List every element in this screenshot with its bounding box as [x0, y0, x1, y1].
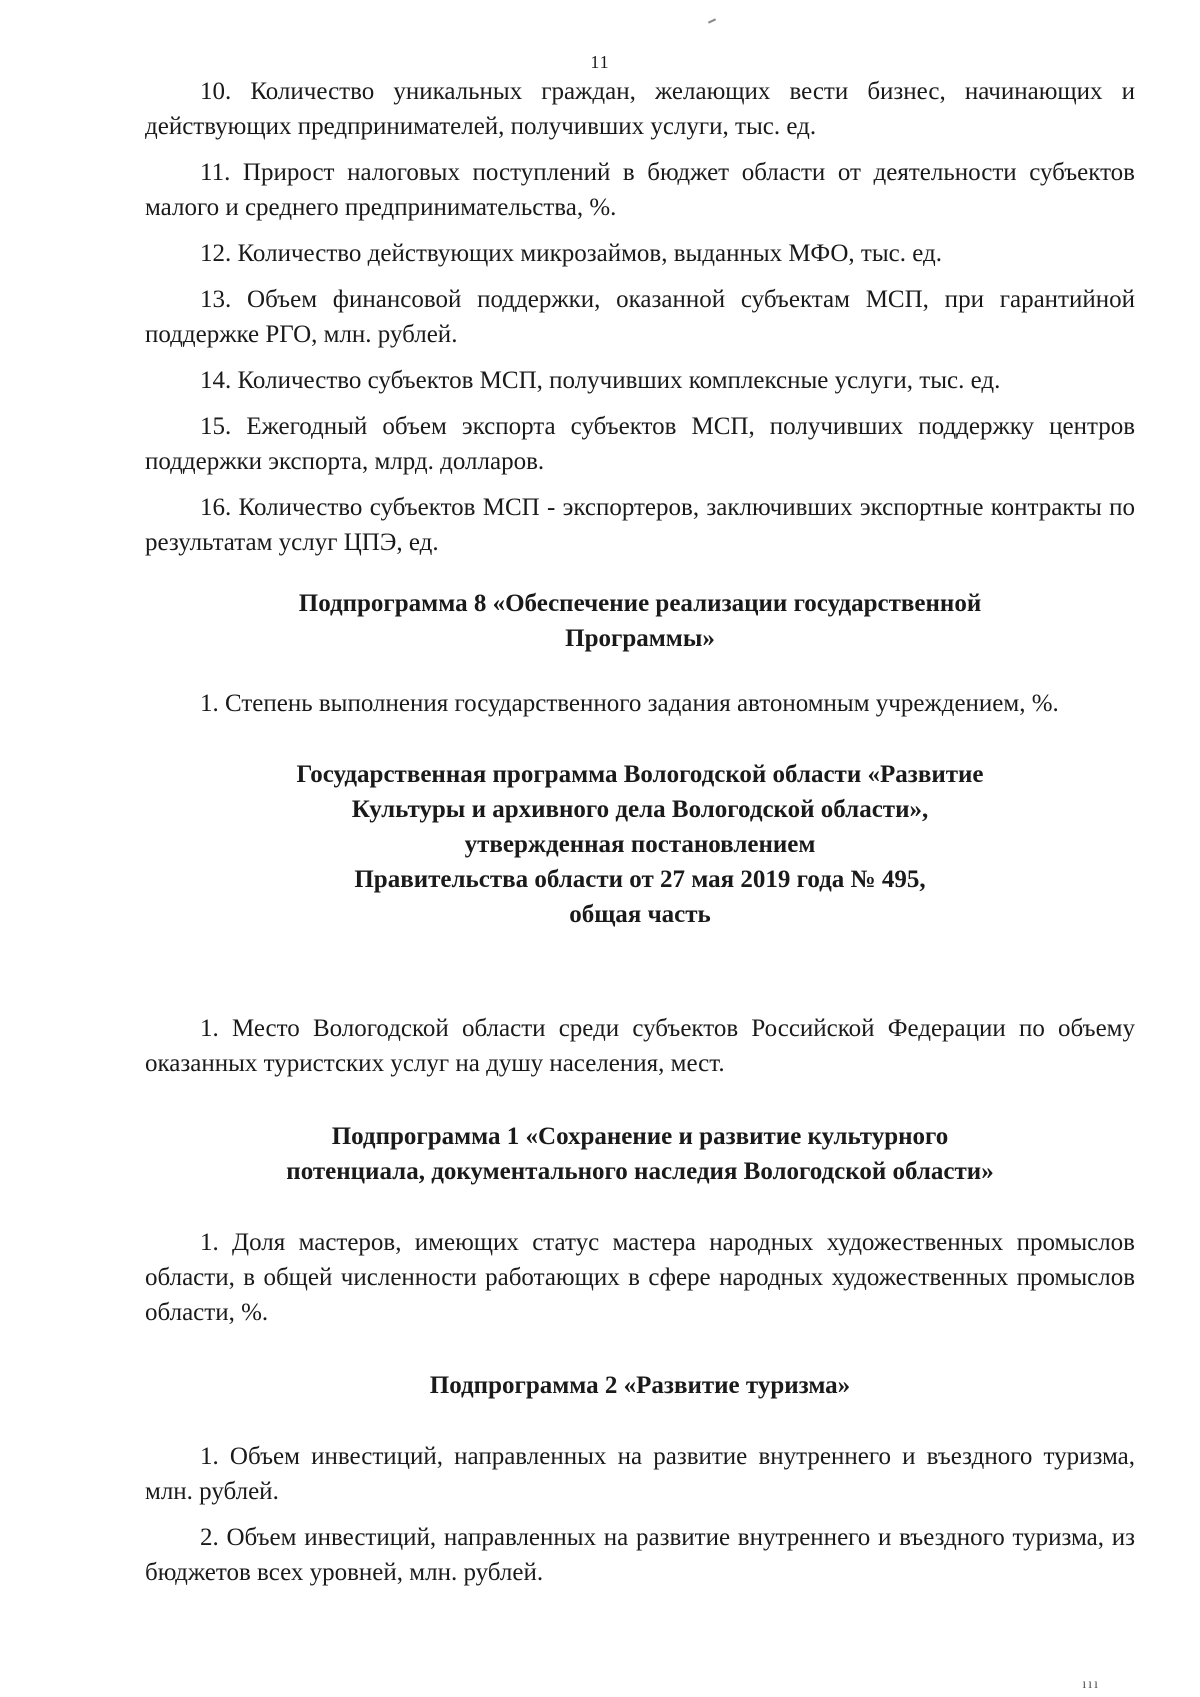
heading-line: Подпрограмма 8 «Обеспечение реализации государственной — [298, 590, 982, 617]
indicator-item: 13. Объем финансовой поддержки, оказанной субъектам МСП, при гарантийной поддержке РГО, млн. рублей. — [145, 286, 1135, 348]
state-program-heading — [145, 757, 1135, 932]
indicator-item: 1. Степень выполнения государственного задания автономным учреждением, %. — [200, 690, 1059, 717]
footer-mark: ııı — [1082, 1677, 1100, 1692]
heading-line: общая часть — [569, 901, 711, 928]
indicator-item: 15. Ежегодный объем экспорта субъектов МСП, получивших поддержку центров поддержки экспорта, млрд. долларов. — [145, 413, 1135, 475]
heading-line: Культуры и архивного дела Вологодской области», — [351, 796, 929, 823]
heading-line: Подпрограмма 1 «Сохранение и развитие культурного — [331, 1123, 949, 1150]
indicator-item: 1. Объем инвестиций, направленных на развитие внутреннего и въездного туризма, млн. рублей. — [145, 1443, 1135, 1505]
indicator-item: 1. Доля мастеров, имеющих статус мастера народных художественных промыслов области, в общей численности работающих в сфере народных художественных промыслов области, %. — [145, 1229, 1135, 1326]
spacer — [145, 932, 1135, 1011]
indicator-item: 14. Количество субъектов МСП, получивших комплексные услуги, тыс. ед. — [200, 367, 1001, 394]
page-number: 11 — [590, 52, 610, 72]
subprogram1-section — [145, 1119, 1135, 1330]
heading-line: Подпрограмма 2 «Развитие туризма» — [429, 1372, 851, 1399]
scan-artifact — [708, 18, 716, 23]
heading-line: потенциала, документального наследия Вологодской области» — [286, 1158, 994, 1185]
indicator-item: 11. Прирост налоговых поступлений в бюджет области от деятельности субъектов малого и среднего предпринимательства, %. — [145, 159, 1135, 221]
heading-line: Программы» — [565, 625, 715, 652]
subprogram8-heading — [145, 586, 1135, 656]
indicator-item: 12. Количество действующих микрозаймов, выданных МФО, тыс. ед. — [200, 240, 942, 267]
indicator-item: 1. Место Вологодской области среди субъектов Российской Федерации по объему оказанных туристских услуг на душу населения, мест. — [145, 1015, 1135, 1077]
indicator-item: 16. Количество субъектов МСП - экспортеров, заключивших экспортные контракты по результатам услуг ЦПЭ, ед. — [145, 494, 1135, 556]
heading-line: Государственная программа Вологодской области «Развитие — [296, 761, 984, 788]
subprogram7-indicators-continued — [145, 74, 1135, 560]
subprogram2-section — [145, 1368, 1135, 1590]
subprogram2-heading — [145, 1368, 1135, 1403]
heading-line: Правительства области от 27 мая 2019 года № 495, — [354, 866, 926, 893]
subprogram1-heading — [145, 1119, 1135, 1189]
state-program-section — [145, 757, 1135, 1081]
heading-line: утвержденная постановлением — [464, 831, 816, 858]
indicator-item: 10. Количество уникальных граждан, желающих вести бизнес, начинающих и действующих предпринимателей, получивших услуги, тыс. ед. — [145, 78, 1135, 140]
document-body — [145, 74, 1135, 1601]
indicator-item: 2. Объем инвестиций, направленных на развитие внутреннего и въездного туризма, из бюджетов всех уровней, млн. рублей. — [145, 1524, 1135, 1586]
subprogram8-section — [145, 586, 1135, 721]
